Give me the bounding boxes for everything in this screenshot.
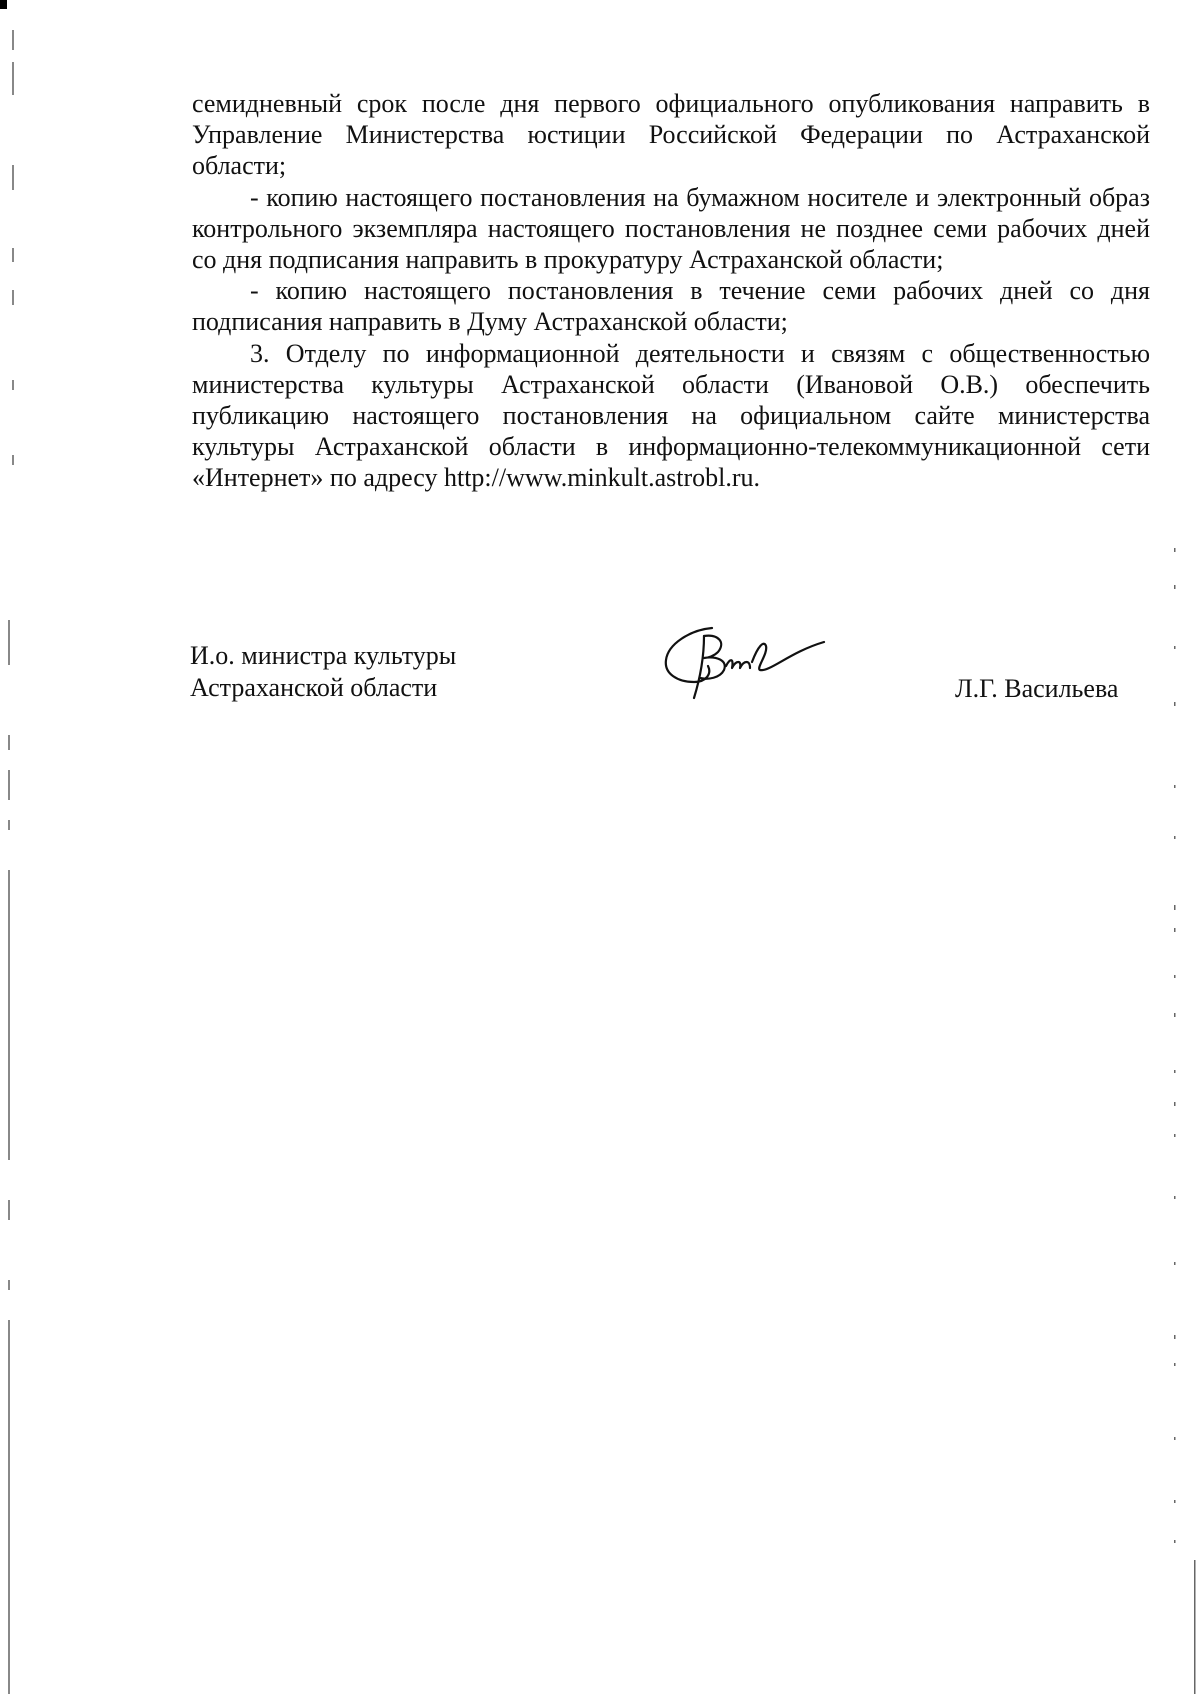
scan-right-edge-artifacts <box>1170 0 1200 1694</box>
body-text <box>192 88 1150 494</box>
signatory-title-line-2: Астраханской области <box>190 673 438 702</box>
scan-left-edge-artifacts <box>0 0 20 1694</box>
signatory-title-line-1: И.о. министра культуры <box>190 641 457 670</box>
paragraph-1: семидневный срок после дня первого официального опубликования направить в Управление Министерства юстиции Российской Федерации по Астраханской области; <box>192 89 1150 181</box>
handwritten-signature <box>660 622 850 704</box>
paragraph-3: - копию настоящего постановления в течение семи рабочих дней со дня подписания направить в Думу Астраханской области; <box>192 276 1150 337</box>
signatory-title <box>190 640 456 704</box>
signatory-name: Л.Г. Васильева <box>955 674 1119 703</box>
paragraph-4: 3. Отделу по информационной деятельности и связям с общественностью министерства культуры Астраханской области (Ивановой О.В.) обеспечить публикацию настоящего постановления на официальном сайте министерства культуры Астраханской области в информационно-телекоммуникационной сети «Интернет» по адресу http://www.minkult.astrobl.ru. <box>192 338 1150 493</box>
paragraph-2: - копию настоящего постановления на бумажном носителе и электронный образ контрольного экземпляра настоящего постановления не позднее семи рабочих дней со дня подписания направить в прокуратуру Астраханской области; <box>192 182 1150 275</box>
